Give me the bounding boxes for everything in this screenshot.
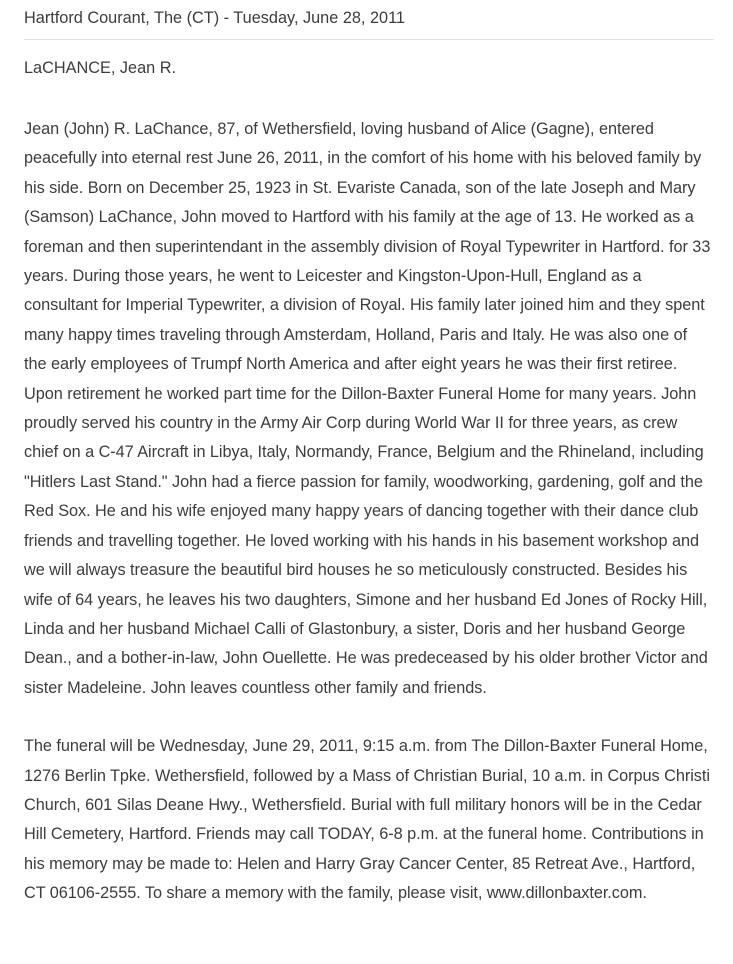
obituary-body <box>24 115 714 909</box>
obituary-page <box>24 0 714 909</box>
obituary-name-heading: LaCHANCE, Jean R. <box>24 59 177 77</box>
obituary-paragraph-funeral-details: The funeral will be Wednesday, June 29, 2011, 9:15 a.m. from The Dillon-Baxter Funeral Home, 1276 Berlin Tpke. Wethersfield, followed by a Mass of Christian Burial, 10 a.m. in Corpus Christi Church, 601 Silas Deane Hwy., Wethersfield. Burial with full military honors will be in the Cedar Hill Cemetery, Hartford. Friends may call TODAY, 6-8 p.m. at the funeral home. Contributions in his memory may be made to: Helen and Harry Gray Cancer Center, 85 Retreat Ave., Hartford, CT 06106-2555. To share a memory with the family, please visit, www.dillonbaxter.com. <box>24 737 710 903</box>
publication-source-line: Hartford Courant, The (CT) - Tuesday, June 28, 2011 <box>24 0 714 40</box>
obituary-paragraph-biography: Jean (John) R. LaChance, 87, of Wethersfield, loving husband of Alice (Gagne), entered peacefully into eternal rest June 26, 2011, in the comfort of his home with his beloved family by his side. Born on December 25, 1923 in St. Evariste Canada, son of the late Joseph and Mary (Samson) LaChance, John moved to Hartford with his family at the age of 13. He worked as a foreman and then superintendant in the assembly division of Royal Typewriter in Hartford. for 33 years. During those years, he went to Leicester and Kingston-Upon-Hull, England as a consultant for Imperial Typewriter, a division of Royal. His family later joined him and they spent many happy times traveling through Amsterdam, Holland, Paris and Italy. He was also one of the early employees of Trumpf North America and after eight years he was their first retiree. Upon retirement he worked part time for the Dillon-Baxter Funeral Home for many years. John proudly served his country in the Army Air Corp during World War II for three years, as crew chief on a C-47 Aircraft in Libya, Italy, Normandy, France, Belgium and the Rhineland, including "Hitlers Last Stand." John had a fierce passion for family, woodworking, gardening, golf and the Red Sox. He and his wife enjoyed many happy years of dancing together with their dance club friends and travelling together. He loved working with his hands in his basement workshop and we will always treasure the beautiful bird houses he so meticulously constructed. Besides his wife of 64 years, he leaves his two daughters, Simone and her husband Ed Jones of Rocky Hill, Linda and her husband Michael Calli of Glastonbury, a sister, Doris and her husband George Dean., and a bother-in-law, John Ouellette. He was predeceased by his older brother Victor and sister Madeleine. John leaves countless other family and friends. <box>24 120 711 697</box>
